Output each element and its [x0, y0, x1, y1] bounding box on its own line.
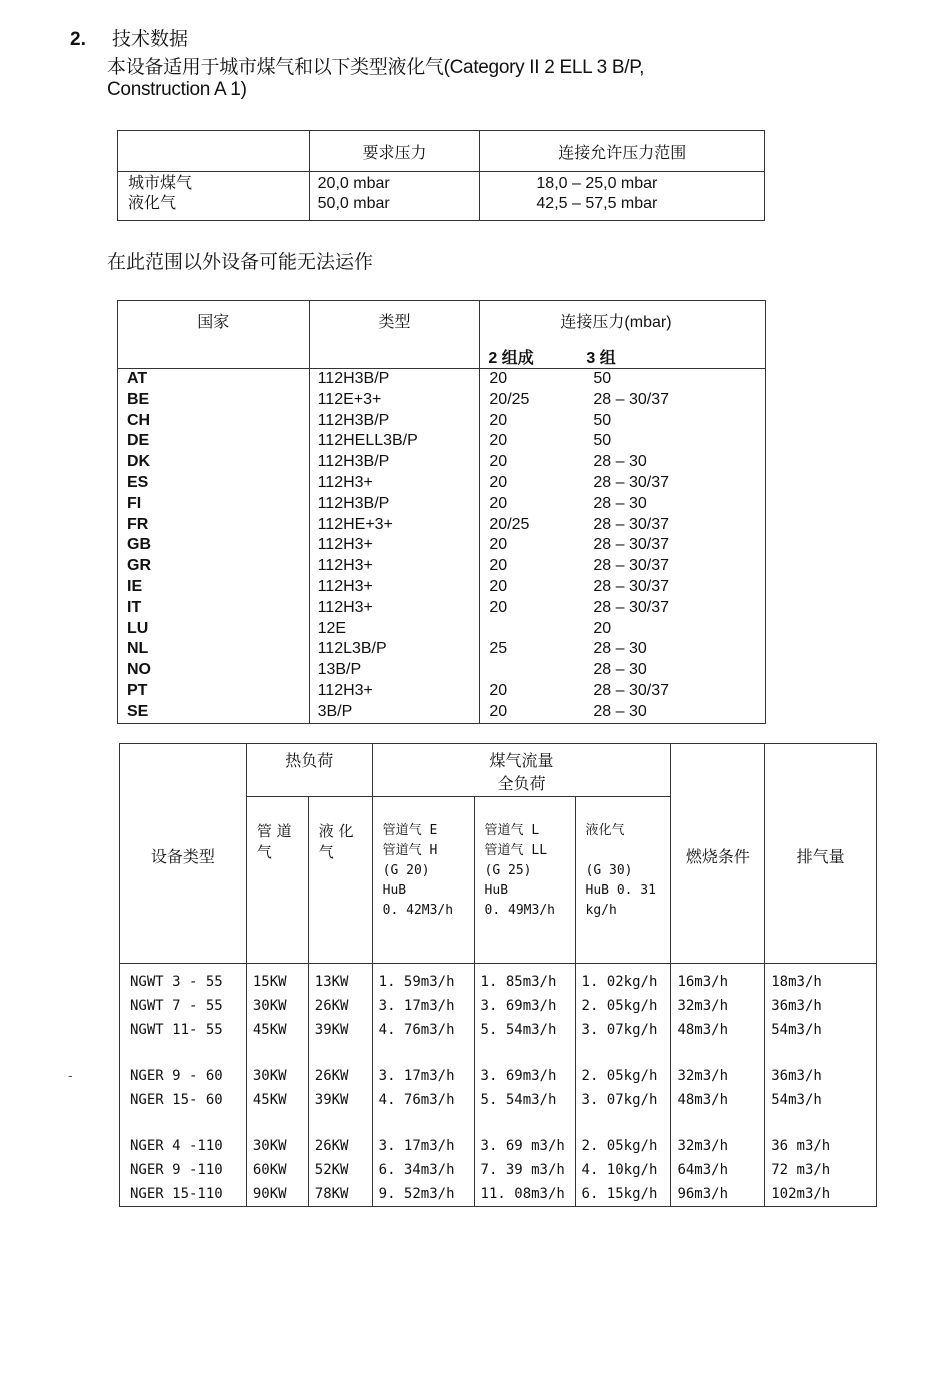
- intro-line-1: 本设备适用于城市煤气和以下类型液化气(Category II 2 ELL 3 B/P,: [107, 57, 645, 78]
- gas-l-line: (G 25): [484, 863, 532, 878]
- gas-g30-header: [575, 797, 671, 964]
- appliance-category: 112H3B/P: [309, 452, 480, 473]
- gas-g30-line: HuB 0. 31: [585, 883, 656, 898]
- group3-pressure: 28 – 30/37: [593, 598, 670, 616]
- group2-pressure: 20: [489, 494, 508, 512]
- exhaust-volume: 102m3/h: [765, 1182, 877, 1207]
- exhaust-header: 排气量: [765, 744, 877, 964]
- required-pressure: 50,0 mbar: [317, 195, 390, 212]
- pressure-table-body: [118, 172, 765, 221]
- device-model: NGWT 3 - 55: [120, 964, 247, 995]
- equipment-row: [120, 1042, 877, 1088]
- lpg-header: 液 化 气: [308, 797, 372, 964]
- device-model: NGER 15-110: [120, 1182, 247, 1207]
- combustion-air: 64m3/h: [671, 1158, 765, 1182]
- country-row: [118, 681, 766, 702]
- group2-pressure: 20: [489, 411, 508, 429]
- connection-pressures: [480, 390, 766, 411]
- group3-pressure: 28 – 30/37: [593, 681, 670, 699]
- country-code: IE: [118, 577, 310, 598]
- exhaust-volume: 36m3/h: [765, 994, 877, 1018]
- country-code: BE: [118, 390, 310, 411]
- connection-pressures: [480, 494, 766, 515]
- combustion-air: 96m3/h: [671, 1182, 765, 1207]
- heat-load-lpg: 78KW: [308, 1182, 372, 1207]
- country-row: [118, 494, 766, 515]
- gas-e-line: 管道气 E: [382, 823, 438, 838]
- flow-e: 1. 59m3/h: [372, 964, 474, 995]
- subheader-blank: [118, 345, 310, 369]
- connection-pressures: [480, 702, 766, 723]
- combustion-air: 48m3/h: [671, 1018, 765, 1042]
- heat-load-pipeline: 45KW: [246, 1088, 308, 1112]
- flow-l: 1. 85m3/h: [474, 964, 575, 995]
- section-heading: [70, 24, 188, 51]
- country-row: [118, 639, 766, 660]
- country-row: [118, 660, 766, 681]
- pressure-header-required: 要求压力: [309, 131, 480, 172]
- gas-l-line: 0. 49M3/h: [484, 903, 555, 918]
- device-model: NGER 15- 60: [120, 1088, 247, 1112]
- section-number: 2.: [70, 29, 86, 50]
- heat-load-pipeline: 30KW: [246, 994, 308, 1018]
- country-table: [117, 300, 766, 724]
- flow-g30: 2. 05kg/h: [575, 1112, 671, 1158]
- gas-l-line: 管道气 LL: [484, 843, 548, 858]
- heat-load-lpg: 39KW: [308, 1018, 372, 1042]
- combustion-air: 32m3/h: [671, 1042, 765, 1088]
- country-table-subheader: [118, 345, 766, 369]
- flow-l: 5. 54m3/h: [474, 1018, 575, 1042]
- exhaust-volume: 72 m3/h: [765, 1158, 877, 1182]
- country-row: [118, 535, 766, 556]
- group3-pressure: 28 – 30: [593, 640, 647, 658]
- exhaust-volume: 36 m3/h: [765, 1112, 877, 1158]
- heat-load-lpg: 26KW: [308, 1042, 372, 1088]
- heat-load-lpg: 26KW: [308, 994, 372, 1018]
- combustion-air: 32m3/h: [671, 1112, 765, 1158]
- country-table-header: [118, 301, 766, 346]
- appliance-category: 112H3+: [309, 535, 480, 556]
- pressure-header-range: 连接允许压力范围: [480, 131, 765, 172]
- equipment-row: [120, 1088, 877, 1112]
- heat-load-lpg: 26KW: [308, 1112, 372, 1158]
- equipment-row: [120, 994, 877, 1018]
- group3-pressure: 50: [593, 411, 612, 429]
- heat-load-header: 热负荷: [246, 744, 372, 797]
- device-model: NGWT 11- 55: [120, 1018, 247, 1042]
- heat-load-pipeline: 30KW: [246, 1042, 308, 1088]
- flow-e: 4. 76m3/h: [372, 1018, 474, 1042]
- group2-pressure: 25: [489, 640, 508, 658]
- group2-pressure: 20: [489, 432, 508, 450]
- flow-e: 3. 17m3/h: [372, 994, 474, 1018]
- country-code: GR: [118, 556, 310, 577]
- flow-l: 3. 69m3/h: [474, 1042, 575, 1088]
- gas-name: 液化气: [128, 195, 177, 212]
- group-subheaders: [480, 345, 766, 369]
- exhaust-volume: 18m3/h: [765, 964, 877, 995]
- equipment-table: [119, 743, 877, 1207]
- required-pressure: 20,0 mbar: [317, 175, 390, 192]
- country-code: GB: [118, 535, 310, 556]
- appliance-category: 112H3B/P: [309, 411, 480, 432]
- heat-load-pipeline: 30KW: [246, 1112, 308, 1158]
- group3-pressure: 28 – 30: [593, 494, 647, 512]
- subheader-blank: [309, 345, 480, 369]
- country-code: LU: [118, 619, 310, 640]
- pressure-ranges: [480, 172, 765, 221]
- exhaust-volume: 54m3/h: [765, 1018, 877, 1042]
- heat-load-lpg: 13KW: [308, 964, 372, 995]
- heat-load-pipeline: 60KW: [246, 1158, 308, 1182]
- intro-line-2: Construction A 1): [107, 79, 247, 100]
- heat-load-lpg: 52KW: [308, 1158, 372, 1182]
- flow-l: 3. 69m3/h: [474, 994, 575, 1018]
- equipment-row: [120, 1182, 877, 1207]
- country-row: [118, 390, 766, 411]
- country-row: [118, 598, 766, 619]
- country-code: FI: [118, 494, 310, 515]
- connection-pressures: [480, 411, 766, 432]
- equipment-row: [120, 1158, 877, 1182]
- exhaust-volume: 54m3/h: [765, 1088, 877, 1112]
- gas-g30-line: [586, 841, 665, 861]
- device-model: NGER 9 - 60: [120, 1042, 247, 1088]
- group3-pressure: 20: [593, 619, 612, 637]
- appliance-category: 12E: [309, 619, 480, 640]
- group3-header: 3 组: [586, 350, 616, 367]
- group3-pressure: 28 – 30/37: [593, 515, 670, 533]
- connection-pressures: [480, 619, 766, 640]
- group2-header: 2 组成: [488, 350, 534, 367]
- group3-pressure: 28 – 30/37: [593, 557, 670, 575]
- range-note: 在此范围以外设备可能无法运作: [107, 252, 374, 273]
- heat-load-lpg: 39KW: [308, 1088, 372, 1112]
- connection-pressures: [480, 639, 766, 660]
- flow-g30: 2. 05kg/h: [575, 1042, 671, 1088]
- section-title: 技术数据: [112, 29, 189, 50]
- flow-l: 5. 54m3/h: [474, 1088, 575, 1112]
- group2-pressure: 20: [489, 577, 508, 595]
- device-model: NGER 4 -110: [120, 1112, 247, 1158]
- country-code: DK: [118, 452, 310, 473]
- connection-pressures: [480, 452, 766, 473]
- gas-flow-header: [372, 744, 671, 797]
- flow-g30: 6. 15kg/h: [575, 1182, 671, 1207]
- heat-load-pipeline: 90KW: [246, 1182, 308, 1207]
- group3-pressure: 28 – 30: [593, 702, 647, 720]
- flow-g30: 1. 02kg/h: [575, 964, 671, 995]
- flow-g30: 2. 05kg/h: [575, 994, 671, 1018]
- flow-l: 11. 08m3/h: [474, 1182, 575, 1207]
- country-code: FR: [118, 515, 310, 536]
- combustion-air: 32m3/h: [671, 994, 765, 1018]
- appliance-category: 13B/P: [309, 660, 480, 681]
- country-code: AT: [118, 369, 310, 390]
- gas-e-line: (G 20): [382, 863, 430, 878]
- pressure-header: 连接压力(mbar): [480, 301, 766, 346]
- country-code: NO: [118, 660, 310, 681]
- group3-pressure: 28 – 30: [593, 453, 647, 471]
- group3-pressure: 28 – 30/37: [593, 390, 670, 408]
- appliance-category: 112H3+: [309, 577, 480, 598]
- country-code: IT: [118, 598, 310, 619]
- appliance-category: 112L3B/P: [309, 639, 480, 660]
- group2-pressure: 20: [489, 681, 508, 699]
- device-model: NGER 9 -110: [120, 1158, 247, 1182]
- stray-mark: -: [68, 1067, 73, 1083]
- equipment-row: [120, 1018, 877, 1042]
- country-code: DE: [118, 431, 310, 452]
- country-row: [118, 619, 766, 640]
- connection-pressures: [480, 515, 766, 536]
- gas-e-line: 管道气 H: [382, 843, 438, 858]
- pipeline-gas-header: 管 道 气: [246, 797, 308, 964]
- pressure-table: [117, 130, 765, 221]
- type-header: 类型: [309, 301, 480, 346]
- heat-load-pipeline: 15KW: [246, 964, 308, 995]
- pressure-header-blank: [118, 131, 310, 172]
- group2-pressure: 20: [489, 557, 508, 575]
- flow-e: 3. 17m3/h: [372, 1042, 474, 1088]
- group3-pressure: 50: [593, 432, 612, 450]
- group2-pressure: 20: [489, 370, 508, 387]
- equipment-row: [120, 1112, 877, 1158]
- country-table-rows: [118, 369, 766, 724]
- gas-flow-header-line1: 煤气流量: [489, 751, 554, 770]
- appliance-category: 112HELL3B/P: [309, 431, 480, 452]
- group2-pressure: 20/25: [489, 515, 530, 533]
- gas-flow-header-line2: 全负荷: [497, 774, 546, 793]
- flow-g30: 3. 07kg/h: [575, 1088, 671, 1112]
- group2-pressure: 20/25: [489, 390, 530, 408]
- country-header: 国家: [118, 301, 310, 346]
- country-row: [118, 431, 766, 452]
- equipment-table-rows: [120, 964, 877, 1207]
- combustion-air: 48m3/h: [671, 1088, 765, 1112]
- connection-pressures: [480, 431, 766, 452]
- connection-pressures: [480, 681, 766, 702]
- appliance-category: 112H3+: [309, 473, 480, 494]
- country-code: NL: [118, 639, 310, 660]
- country-row: [118, 702, 766, 723]
- flow-e: 6. 34m3/h: [372, 1158, 474, 1182]
- country-code: CH: [118, 411, 310, 432]
- flow-l: 7. 39 m3/h: [474, 1158, 575, 1182]
- connection-pressures: [480, 577, 766, 598]
- flow-e: 9. 52m3/h: [372, 1182, 474, 1207]
- pressure-table-header: [118, 131, 765, 172]
- country-row: [118, 515, 766, 536]
- pressure-range: 42,5 – 57,5 mbar: [536, 195, 658, 212]
- flow-e: 4. 76m3/h: [372, 1088, 474, 1112]
- appliance-category: 3B/P: [309, 702, 480, 723]
- heat-load-pipeline: 45KW: [246, 1018, 308, 1042]
- country-row: [118, 411, 766, 432]
- flow-g30: 4. 10kg/h: [575, 1158, 671, 1182]
- gas-l-line: 管道气 L: [484, 823, 540, 838]
- country-row: [118, 556, 766, 577]
- gas-names: [118, 172, 310, 221]
- required-pressures: [309, 172, 480, 221]
- appliance-category: 112H3B/P: [309, 494, 480, 515]
- flow-e: 3. 17m3/h: [372, 1112, 474, 1158]
- country-row: [118, 473, 766, 494]
- equipment-row: [120, 964, 877, 995]
- gas-name: 城市煤气: [128, 175, 193, 192]
- group3-pressure: 50: [593, 370, 612, 387]
- country-row: [118, 577, 766, 598]
- country-row: [118, 369, 766, 390]
- appliance-category: 112E+3+: [309, 390, 480, 411]
- country-code: PT: [118, 681, 310, 702]
- exhaust-volume: 36m3/h: [765, 1042, 877, 1088]
- group3-pressure: 28 – 30/37: [593, 536, 670, 554]
- connection-pressures: [480, 535, 766, 556]
- connection-pressures: [480, 369, 766, 390]
- group3-pressure: 28 – 30/37: [593, 473, 670, 491]
- connection-pressures: [480, 473, 766, 494]
- device-model: NGWT 7 - 55: [120, 994, 247, 1018]
- country-code: ES: [118, 473, 310, 494]
- combustion-header: 燃烧条件: [671, 744, 765, 964]
- country-code: SE: [118, 702, 310, 723]
- connection-pressures: [480, 598, 766, 619]
- group2-pressure: 20: [489, 536, 508, 554]
- flow-g30: 3. 07kg/h: [575, 1018, 671, 1042]
- connection-pressures: [480, 556, 766, 577]
- combustion-air: 16m3/h: [671, 964, 765, 995]
- pressure-range: 18,0 – 25,0 mbar: [536, 175, 658, 192]
- connection-pressures: [480, 660, 766, 681]
- flow-l: 3. 69 m3/h: [474, 1112, 575, 1158]
- equipment-header-top: [120, 744, 877, 797]
- gas-g30-line: (G 30): [585, 863, 633, 878]
- group3-pressure: 28 – 30: [593, 661, 647, 679]
- group2-pressure: 20: [489, 473, 508, 491]
- appliance-category: 112H3B/P: [309, 369, 480, 390]
- appliance-category: 112H3+: [309, 556, 480, 577]
- gas-e-header: [372, 797, 474, 964]
- gas-l-line: HuB: [484, 883, 509, 898]
- appliance-category: 112H3+: [309, 598, 480, 619]
- group2-pressure: 20: [489, 453, 508, 471]
- gas-e-line: HuB: [382, 883, 407, 898]
- group2-pressure: 20: [489, 598, 508, 616]
- gas-l-header: [474, 797, 575, 964]
- gas-e-line: 0. 42M3/h: [382, 903, 454, 918]
- gas-g30-line: 液化气: [585, 823, 625, 838]
- appliance-category: 112H3+: [309, 681, 480, 702]
- group3-pressure: 28 – 30/37: [593, 577, 670, 595]
- device-type-header: 设备类型: [120, 744, 247, 964]
- group2-pressure: 20: [489, 702, 508, 720]
- gas-g30-line: kg/h: [585, 903, 617, 918]
- appliance-category: 112HE+3+: [309, 515, 480, 536]
- country-row: [118, 452, 766, 473]
